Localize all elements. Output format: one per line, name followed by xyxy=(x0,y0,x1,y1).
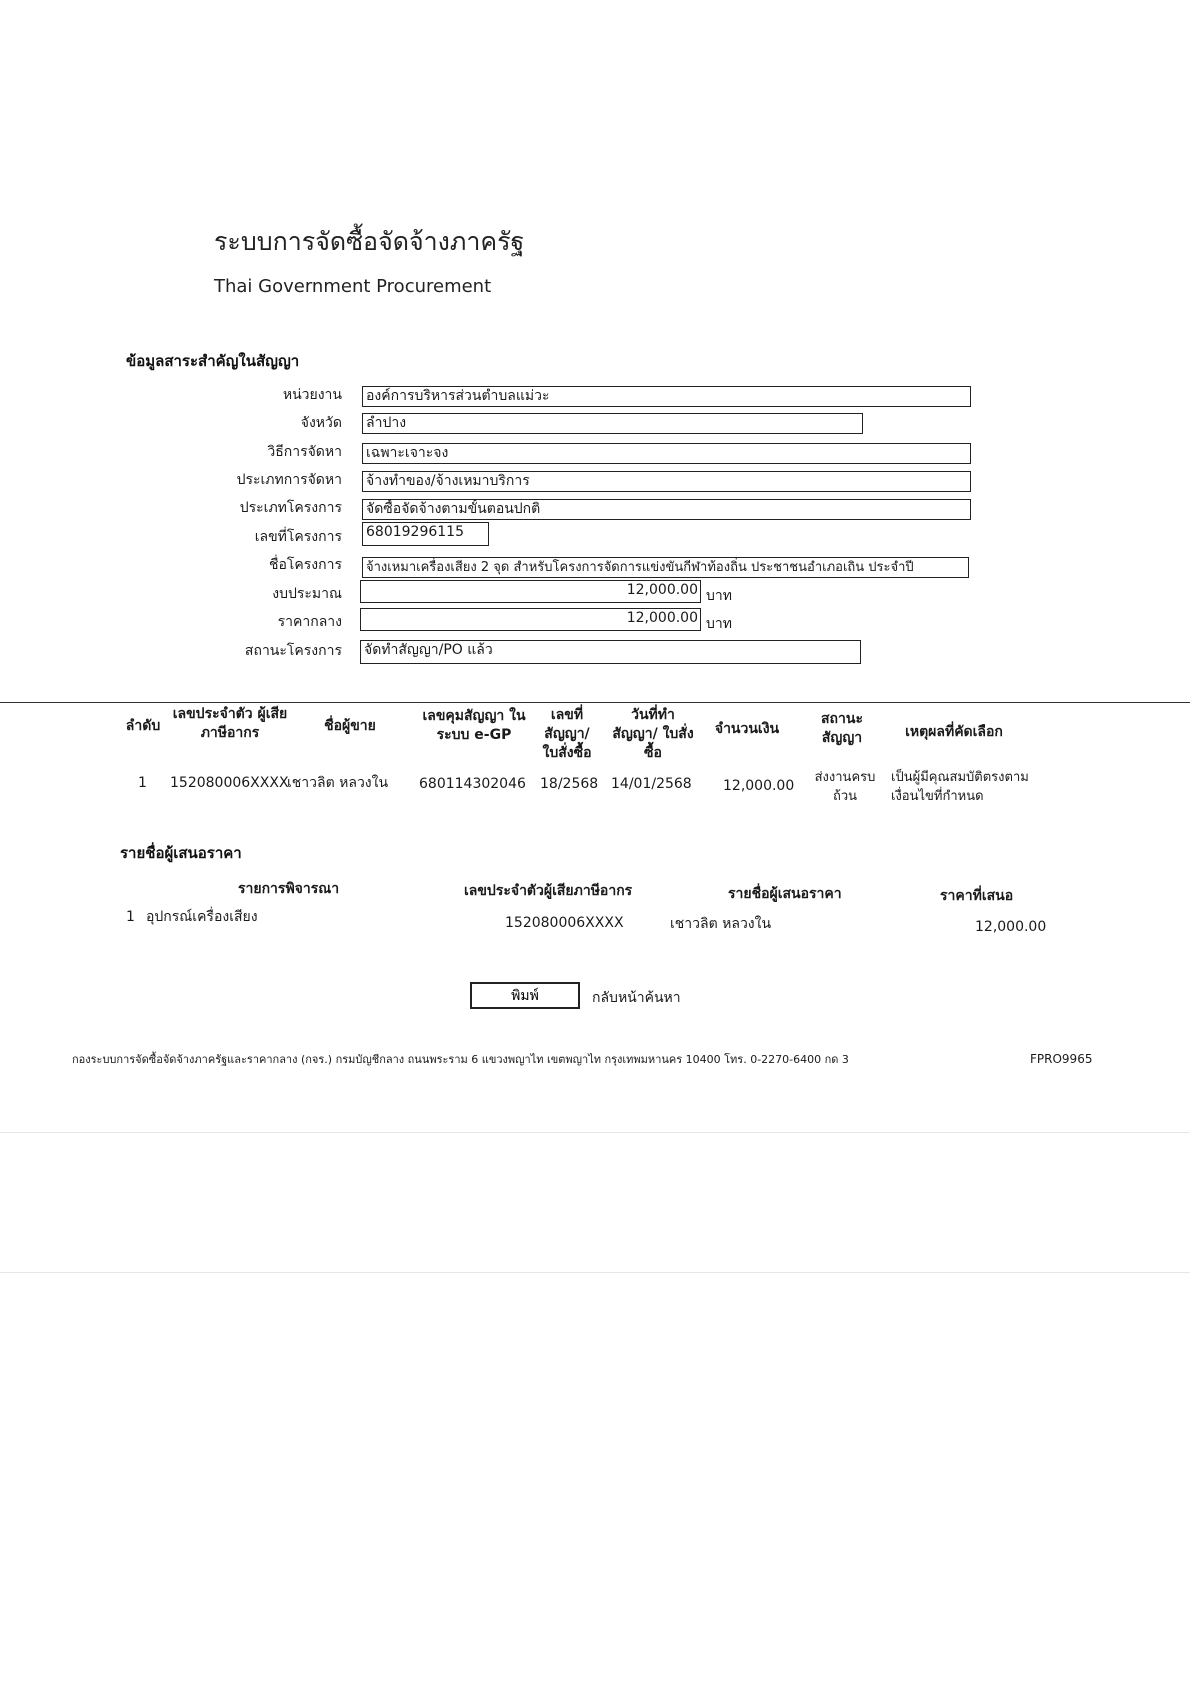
method-label: วิธีการจัดหา xyxy=(267,444,342,460)
bidder-tax-id: 152080006XXXX xyxy=(505,915,624,931)
col-header-amount: จำนวนเงิน xyxy=(714,721,780,737)
footer-address: กองระบบการจัดซื้อจัดจ้างภาครัฐและราคากลาง (กจร.) กรมบัญชีกลาง ถนนพระราม 6 แขวงพญาไท เขตพญาไท กรุงเทพมหานคร 10400 โทร. 0-2270-6400 กด 3 xyxy=(72,1053,849,1066)
bidder-item: อุปกรณ์เครื่องเสียง xyxy=(146,909,258,925)
bidders-header-item: รายการพิจารณา xyxy=(238,881,340,897)
bidder-price: 12,000.00 xyxy=(975,919,1047,935)
col-header-status: สถานะ สัญญา xyxy=(821,711,863,746)
budget-field: 12,000.00 xyxy=(360,580,701,603)
print-button[interactable]: พิมพ์ xyxy=(470,982,580,1009)
page-title-th: ระบบการจัดซื้อจัดจ้างภาครัฐ xyxy=(214,227,525,256)
row-seller: เชาวลิต หลวงใน xyxy=(287,775,389,791)
row-contract-date: 14/01/2568 xyxy=(611,776,692,792)
row-amount: 12,000.00 xyxy=(723,778,795,794)
bidders-header-name: รายชื่อผู้เสนอราคา xyxy=(728,886,842,902)
form-code: FPRO9965 xyxy=(1030,1052,1093,1066)
col-header-reason: เหตุผลที่คัดเลือก xyxy=(905,724,1003,740)
col-header-control-no: เลขคุมสัญญา ในระบบ e-GP xyxy=(422,708,526,743)
project-no-label: เลขที่โครงการ xyxy=(254,529,342,545)
agency-label: หน่วยงาน xyxy=(282,387,342,403)
contract-info-heading: ข้อมูลสาระสำคัญในสัญญา xyxy=(126,352,300,370)
project-no-field: 68019296115 xyxy=(362,522,489,546)
page-title-en: Thai Government Procurement xyxy=(214,276,492,297)
procurement-type-label: ประเภทการจัดหา xyxy=(236,472,342,488)
row-tax-id: 152080006XXXX xyxy=(170,775,289,791)
method-field: เฉพาะเจาะจง xyxy=(362,443,971,464)
back-to-search-link[interactable]: กลับหน้าค้นหา xyxy=(592,990,681,1006)
project-status-field: จัดทำสัญญา/PO แล้ว xyxy=(360,640,861,664)
bidder-seq: 1 xyxy=(126,909,135,925)
col-header-contract-date: วันที่ทำสัญญา/ ใบสั่งซื้อ xyxy=(612,707,694,761)
province-field: ลำปาง xyxy=(362,413,863,434)
row-control-no: 680114302046 xyxy=(419,776,526,792)
row-seq: 1 xyxy=(138,775,147,791)
agency-field: องค์การบริหารส่วนตำบลแม่วะ xyxy=(362,386,971,407)
row-status: ส่งงานครบถ้วน xyxy=(814,770,876,804)
col-header-contract-no: เลขที่สัญญา/ ใบสั่งซื้อ xyxy=(542,707,592,761)
median-price-label: ราคากลาง xyxy=(277,614,342,630)
bidders-header-price: ราคาที่เสนอ xyxy=(940,888,1014,904)
project-type-label: ประเภทโครงการ xyxy=(239,500,342,516)
section-divider xyxy=(0,702,1190,703)
median-price-field: 12,000.00 xyxy=(360,608,701,631)
budget-unit: บาท xyxy=(706,588,732,604)
scan-line-divider xyxy=(0,1272,1190,1273)
col-header-tax-id: เลขประจำตัว ผู้เสียภาษีอากร xyxy=(172,706,288,741)
bidder-name: เชาวลิต หลวงใน xyxy=(670,916,772,932)
project-name-field: จ้างเหมาเครื่องเสียง 2 จุด สำหรับโครงการจัดการแข่งขันกีฬาท้องถิ่น ประชาชนอำเภอเถิน ประจำปี xyxy=(362,557,969,578)
project-name-label: ชื่อโครงการ xyxy=(268,557,342,573)
project-status-label: สถานะโครงการ xyxy=(244,643,342,659)
col-header-seq: ลำดับ xyxy=(125,718,161,734)
budget-label: งบประมาณ xyxy=(272,586,342,602)
median-price-unit: บาท xyxy=(706,616,732,632)
bidders-header-tax-id: เลขประจำตัวผู้เสียภาษีอากร xyxy=(464,883,633,899)
province-label: จังหวัด xyxy=(300,415,342,431)
bidders-heading: รายชื่อผู้เสนอราคา xyxy=(120,844,242,862)
row-reason: เป็นผู้มีคุณสมบัติตรงตามเงื่อนไขที่กำหนด xyxy=(891,770,1029,804)
row-contract-no: 18/2568 xyxy=(540,776,599,792)
procurement-type-field: จ้างทำของ/จ้างเหมาบริการ xyxy=(362,471,971,492)
scan-line-divider xyxy=(0,1132,1190,1133)
col-header-seller: ชื่อผู้ขาย xyxy=(324,718,376,734)
project-type-field: จัดซื้อจัดจ้างตามขั้นตอนปกติ xyxy=(362,499,971,520)
